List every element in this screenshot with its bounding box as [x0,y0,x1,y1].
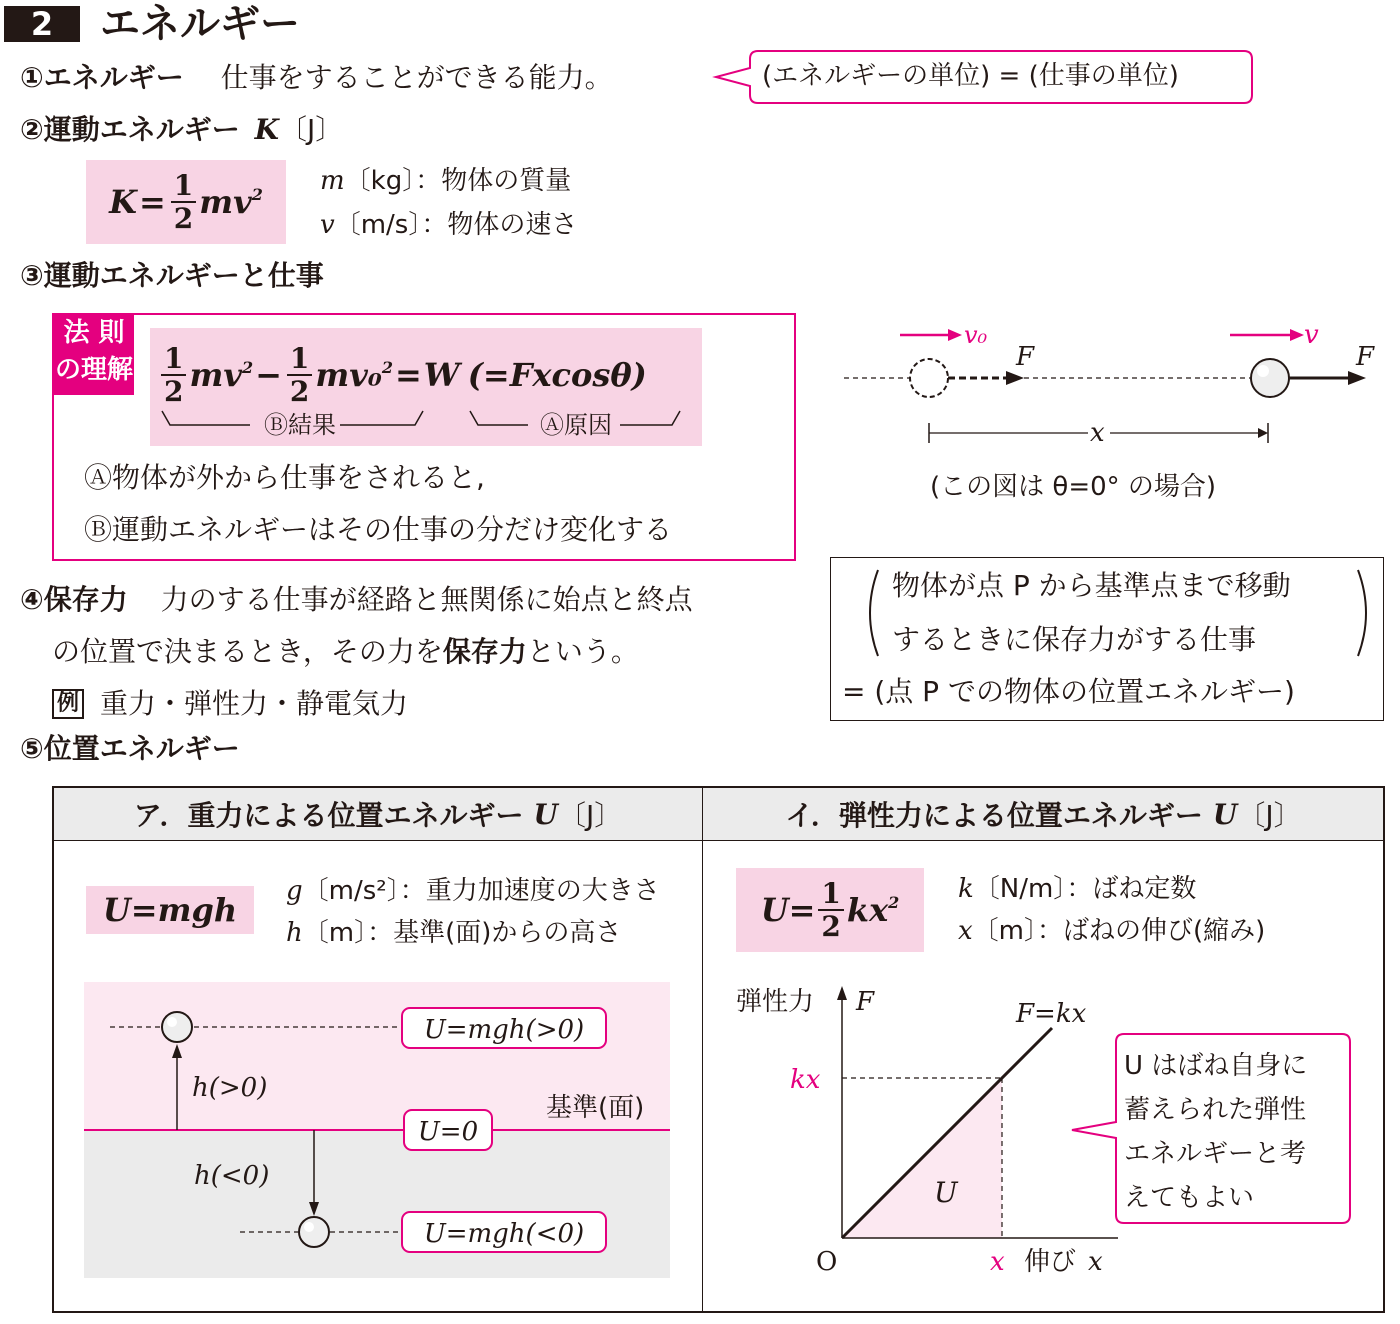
def-h-unit: 〔m〕 [302,918,368,948]
right-header-text: イ．弾性力による位置エネルギー [785,799,1203,832]
callout-line2: 蓄えられた弾性 [1124,1095,1307,1125]
kinetic-energy-formula-box [86,160,286,244]
box-line3: = (点 P での物体の位置エネルギー) [842,675,1295,708]
reference-label: 基準(面) [546,1093,645,1123]
def-m-sym: m [320,166,345,196]
callout-line3: エネルギーと考 [1124,1139,1307,1169]
gravity-diagram [84,982,674,1282]
formula-half-2 [287,341,312,408]
page-title: エネルギー [100,1,300,47]
u-zero-label: U=0 [417,1117,479,1147]
formula-mv: mv [189,356,242,394]
formula-k: K [109,183,137,221]
x-axis-label: 伸び [1024,1247,1077,1277]
box-line2: するときに保存力がする仕事 [892,623,1257,656]
def-k-sym: k [958,874,974,904]
left-header-text: ア．重力による位置エネルギー [133,799,524,832]
result-label: Ⓑ結果 [264,411,336,439]
v0-arrow [948,329,962,341]
def-g-text: ：重力加速度の大きさ [399,876,660,906]
callout-line1: U はばね自身に [1124,1051,1308,1081]
def-g-sym: g [286,876,303,906]
v-arrow [1290,329,1304,341]
frac-num: 1 [818,880,843,911]
spring-formula-box [736,868,924,952]
u-neg-label: U=mgh(<0) [423,1219,585,1249]
formula-mv: mv [199,183,252,221]
h-neg-label: h(<0) [194,1161,270,1191]
formula-half [171,168,196,235]
table-divider [702,788,703,1311]
example-text: 重力・弾性力・静電気力 [100,687,409,720]
section-1-text: 仕事をすることができる能力。 [220,61,613,94]
example-badge: 例 [52,689,84,719]
formula-equals: = [138,183,166,221]
formula-equals: = [394,356,422,394]
cause-label: Ⓐ原因 [540,411,612,439]
gravity-formula-box [86,886,254,934]
section-5-label: ⑤位置エネルギー [20,732,240,765]
formula-half-1 [161,341,186,408]
force-arrow-1 [1006,371,1024,385]
law-badge [54,315,134,395]
kx-tick: kx [790,1065,821,1095]
section-1-label: ①エネルギー [20,61,184,94]
spring-formula-half [818,876,843,943]
frac-den: 2 [173,201,194,235]
section-number-badge: 2 [4,6,80,42]
gravity-formula: U=mgh [102,891,238,929]
ball-below [299,1217,329,1247]
box-line1: 物体が点 P から基準点まで移動 [892,569,1291,602]
def-m-unit: 〔kg〕 [344,166,416,196]
formula-minus: − [255,356,282,394]
section-2-label: ②運動エネルギー [20,113,240,146]
formula-sup: 2 [251,184,263,204]
def-x-text: ：ばねの伸び(縮み) [1037,916,1266,946]
law-badge-line1: 法 則 [63,318,125,348]
formula-sup-2: 2 [381,357,393,377]
def-h-text: ：基準(面)からの高さ [367,918,622,948]
kinetic-energy-definitions [320,162,577,244]
right-header-sym: U [1212,797,1238,831]
def-v-text: ：物体の速さ [421,210,578,240]
left-header-unit: 〔J〕 [557,799,623,832]
def-v-sym: v [320,210,335,240]
def-k-text: ：ばね定数 [1066,874,1197,904]
callout-line4: えてもよい [1124,1183,1255,1213]
unit-callout-text: (エネルギーの単位) = (仕事の単位) [762,61,1179,91]
frac-den: 2 [821,909,841,943]
frac-num-2: 1 [287,345,312,376]
section-4-text2c: という。 [526,635,639,668]
line-label: F=kx [1016,999,1087,1029]
section-3-label: ③運動エネルギーと仕事 [20,259,324,292]
below-reference-area [84,1130,670,1278]
y-axis-label: 弾性力 [736,987,815,1017]
formula-sup-1: 2 [241,357,254,377]
kinetic-energy-unit: 〔J〕 [278,113,344,146]
def-h-sym: h [286,918,303,948]
spring-formula-sup: 2 [888,892,900,912]
frac-den-2: 2 [289,374,310,408]
section-4-text1: 力のする仕事が経路と無関係に始点と終点 [160,583,693,616]
def-m-text: ：物体の質量 [415,166,572,196]
frac-num: 1 [171,172,196,203]
spring-formula-u: U= [760,891,816,929]
spring-formula-kx: kx [846,891,889,929]
section-2-heading [20,112,343,148]
frac-num: 1 [161,345,186,376]
formula-mv0: mv₀ [315,356,382,394]
def-k-unit: 〔N/m〕 [973,874,1067,904]
def-g-unit: 〔m/s²〕 [302,876,400,906]
u-area-label: U [934,1176,958,1209]
v0-label: v₀ [964,321,988,349]
spring-graph [706,970,1382,1310]
kinetic-energy-symbol: K [254,113,279,146]
section-4-line1 [20,582,693,618]
force-arrow-2 [1348,371,1366,385]
diagram-caption: (この図は θ=0° の場合) [930,472,1217,502]
work-energy-formula [158,334,647,416]
def-x-unit: 〔m〕 [972,916,1037,946]
frac-den: 2 [164,374,184,408]
section-4-text2a: の位置で決まるとき，その力を [52,635,443,668]
f-label-1: F [1016,342,1035,372]
ball-end [1251,359,1289,397]
section-4-keyword: 保存力 [442,635,527,668]
def-v-unit: 〔m/s〕 [334,210,422,240]
x-label: x [1090,418,1105,448]
example-line [52,686,408,722]
v-label: v [1304,320,1319,350]
gravity-definitions [286,870,660,954]
formula-fxcos: (=Fxcosθ) [467,356,647,394]
origin-label: O [816,1247,838,1277]
explain-line-b: Ⓑ運動エネルギーはその仕事の分だけ変化する [84,513,673,546]
u-pos-label: U=mgh(>0) [423,1015,585,1045]
section-4-line2 [52,634,639,670]
formula-brackets [150,405,710,445]
formula-w: W [423,356,460,394]
def-x-sym: x [958,916,973,946]
ball-above [162,1012,192,1042]
f-label-2: F [1356,342,1375,372]
section-4-label: ④保存力 [20,583,128,616]
left-header [54,788,702,840]
right-header-unit: 〔J〕 [1237,799,1302,832]
y-axis-sym: F [856,987,875,1017]
explain-line-a: Ⓐ物体が外から仕事をされると, [84,461,485,494]
spring-definitions [958,868,1265,952]
ball-start [910,359,948,397]
left-header-sym: U [533,797,558,831]
x-tick: x [990,1247,1005,1277]
section-1 [20,60,613,96]
h-pos-label: h(>0) [192,1073,268,1103]
right-header [704,788,1383,840]
law-badge-line2: の理解 [54,355,133,385]
x-axis-sym: x [1088,1247,1103,1277]
